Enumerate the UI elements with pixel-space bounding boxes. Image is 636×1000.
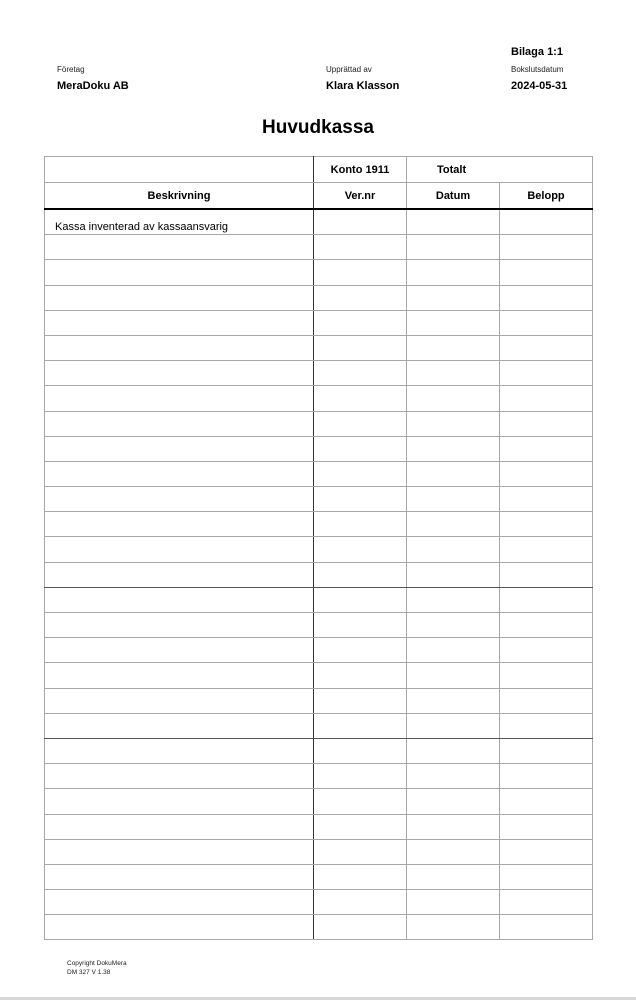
cell-description — [45, 361, 314, 386]
cell-ver-nr — [314, 789, 407, 814]
cell-ver-nr — [314, 335, 407, 360]
table-row — [45, 915, 593, 940]
cell-description — [45, 613, 314, 638]
cell-ver-nr — [314, 587, 407, 612]
cell-amount — [500, 411, 593, 436]
cell-description — [45, 688, 314, 713]
table-row — [45, 411, 593, 436]
cell-date — [407, 285, 500, 310]
table-row — [45, 512, 593, 537]
table-row — [45, 487, 593, 512]
table-row — [45, 713, 593, 738]
cell-description — [45, 738, 314, 763]
version-text: DM 327 V 1.38 — [67, 969, 111, 976]
cell-amount — [500, 839, 593, 864]
cell-ver-nr — [314, 285, 407, 310]
table-row — [45, 285, 593, 310]
table-header-row — [45, 183, 593, 210]
cell-amount — [500, 764, 593, 789]
cell-ver-nr — [314, 310, 407, 335]
cell-date — [407, 839, 500, 864]
cell-date — [407, 487, 500, 512]
cell-date — [407, 764, 500, 789]
cell-ver-nr — [314, 260, 407, 285]
cell-date — [407, 613, 500, 638]
table-row — [45, 638, 593, 663]
attachment-number: Bilaga 1:1 — [511, 46, 563, 58]
cell-description — [45, 235, 314, 260]
cell-date — [407, 512, 500, 537]
cell-date — [407, 260, 500, 285]
cell-ver-nr — [314, 864, 407, 889]
cell-amount — [500, 864, 593, 889]
cell-description — [45, 310, 314, 335]
cell-ver-nr — [314, 411, 407, 436]
cell-date — [407, 713, 500, 738]
cell-amount — [500, 209, 593, 235]
table-row — [45, 764, 593, 789]
cell-description — [45, 638, 314, 663]
cell-amount — [500, 537, 593, 562]
cell-amount — [500, 915, 593, 940]
cell-description — [45, 864, 314, 889]
cell-description — [45, 890, 314, 915]
cell-amount — [500, 512, 593, 537]
cell-amount — [500, 436, 593, 461]
cell-amount — [500, 260, 593, 285]
cell-date — [407, 386, 500, 411]
cell-description — [45, 487, 314, 512]
ledger-table — [44, 156, 593, 940]
table-row — [45, 436, 593, 461]
cell-description — [45, 436, 314, 461]
cell-date — [407, 789, 500, 814]
cell-ver-nr — [314, 361, 407, 386]
prepared-by-value: Klara Klasson — [326, 80, 400, 92]
table-row — [45, 386, 593, 411]
cell-ver-nr — [314, 487, 407, 512]
copyright-text: Copyright DokuMera — [67, 960, 127, 967]
cell-amount — [500, 663, 593, 688]
table-row — [45, 461, 593, 486]
cell-amount — [500, 890, 593, 915]
cell-ver-nr — [314, 663, 407, 688]
cell-amount — [500, 361, 593, 386]
cell-description — [45, 562, 314, 587]
cell-ver-nr — [314, 537, 407, 562]
table-row — [45, 209, 593, 235]
cell-date — [407, 209, 500, 235]
cell-description — [45, 386, 314, 411]
page-title: Huvudkassa — [262, 117, 374, 138]
cell-description — [45, 764, 314, 789]
cell-date — [407, 587, 500, 612]
cell-date — [407, 688, 500, 713]
account-label: Konto 1911 — [314, 157, 407, 183]
cell-ver-nr — [314, 613, 407, 638]
cell-amount — [500, 386, 593, 411]
cell-date — [407, 915, 500, 940]
cell-description — [45, 915, 314, 940]
cell-amount — [500, 587, 593, 612]
company-value: MeraDoku AB — [57, 80, 129, 92]
cell-description — [45, 839, 314, 864]
cell-date — [407, 235, 500, 260]
table-row — [45, 562, 593, 587]
total-label: Totalt — [407, 157, 593, 183]
column-header-amount: Belopp — [500, 183, 593, 210]
cell-description — [45, 814, 314, 839]
table-row — [45, 260, 593, 285]
closing-date-label: Bokslutsdatum — [511, 65, 564, 74]
cell-date — [407, 814, 500, 839]
cell-amount — [500, 461, 593, 486]
table-row — [45, 839, 593, 864]
cell-ver-nr — [314, 638, 407, 663]
prepared-by-label: Upprättad av — [326, 65, 372, 74]
cell-amount — [500, 789, 593, 814]
cell-ver-nr — [314, 386, 407, 411]
cell-ver-nr — [314, 814, 407, 839]
cell-date — [407, 663, 500, 688]
cell-ver-nr — [314, 890, 407, 915]
cell-amount — [500, 738, 593, 763]
cell-date — [407, 361, 500, 386]
cell-date — [407, 537, 500, 562]
cell-description: Kassa inventerad av kassaansvarig — [45, 209, 314, 235]
table-row — [45, 738, 593, 763]
cell-ver-nr — [314, 436, 407, 461]
cell-amount — [500, 335, 593, 360]
table-row — [45, 688, 593, 713]
cell-ver-nr — [314, 562, 407, 587]
table-row — [45, 587, 593, 612]
cell-date — [407, 335, 500, 360]
cell-ver-nr — [314, 764, 407, 789]
table-row — [45, 814, 593, 839]
cell-ver-nr — [314, 738, 407, 763]
table-row — [45, 235, 593, 260]
table-header-account-row — [45, 157, 593, 183]
cell-ver-nr — [314, 235, 407, 260]
column-header-date: Datum — [407, 183, 500, 210]
cell-ver-nr — [314, 839, 407, 864]
cell-description — [45, 260, 314, 285]
cell-description — [45, 285, 314, 310]
cell-amount — [500, 638, 593, 663]
table-row — [45, 789, 593, 814]
cell-description — [45, 461, 314, 486]
cell-date — [407, 310, 500, 335]
cell-date — [407, 638, 500, 663]
table-row — [45, 663, 593, 688]
table-row — [45, 613, 593, 638]
cell-date — [407, 562, 500, 587]
cell-description — [45, 512, 314, 537]
cell-amount — [500, 562, 593, 587]
cell-amount — [500, 814, 593, 839]
table-row — [45, 537, 593, 562]
table-row — [45, 890, 593, 915]
cell-description — [45, 411, 314, 436]
cell-date — [407, 436, 500, 461]
table-row — [45, 864, 593, 889]
cell-amount — [500, 487, 593, 512]
cell-date — [407, 864, 500, 889]
cell-description — [45, 789, 314, 814]
cell-amount — [500, 613, 593, 638]
cell-date — [407, 890, 500, 915]
cell-date — [407, 738, 500, 763]
cell-ver-nr — [314, 915, 407, 940]
cell-ver-nr — [314, 688, 407, 713]
header-blank-cell — [45, 157, 314, 183]
cell-amount — [500, 235, 593, 260]
cell-description — [45, 713, 314, 738]
column-header-description: Beskrivning — [45, 183, 314, 210]
cell-ver-nr — [314, 461, 407, 486]
cell-amount — [500, 713, 593, 738]
cell-description — [45, 537, 314, 562]
closing-date-value: 2024-05-31 — [511, 80, 568, 92]
table-row — [45, 335, 593, 360]
table-row — [45, 361, 593, 386]
cell-amount — [500, 310, 593, 335]
cell-amount — [500, 688, 593, 713]
cell-ver-nr — [314, 512, 407, 537]
column-header-ver-nr: Ver.nr — [314, 183, 407, 210]
cell-description — [45, 663, 314, 688]
cell-date — [407, 411, 500, 436]
cell-date — [407, 461, 500, 486]
cell-amount — [500, 285, 593, 310]
cell-ver-nr — [314, 209, 407, 235]
table-row — [45, 310, 593, 335]
company-label: Företag — [57, 65, 85, 74]
cell-description — [45, 587, 314, 612]
cell-ver-nr — [314, 713, 407, 738]
cell-description — [45, 335, 314, 360]
